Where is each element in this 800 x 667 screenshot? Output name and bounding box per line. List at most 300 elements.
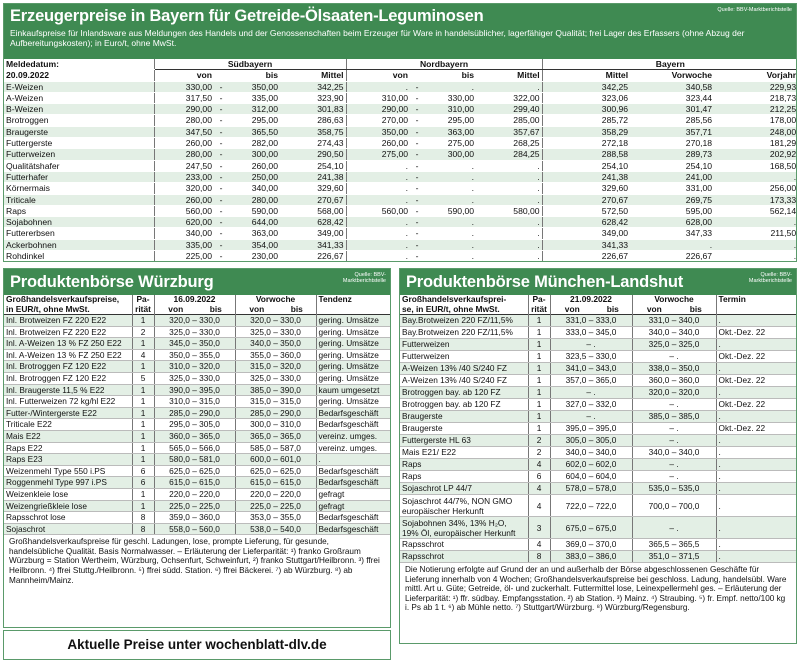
cell: 560,00 [154, 205, 214, 216]
row-label: Inl. Brotroggen FZ 120 E22 [4, 372, 132, 384]
cell: 4 [132, 349, 154, 361]
cell: . [346, 228, 410, 239]
cell: 615,0 – 615,0 [235, 477, 316, 489]
cell: 358,75 [280, 126, 346, 137]
cell: 325,0 – 330,0 [154, 326, 235, 338]
cell: 341,0 – 343,0 [550, 363, 632, 375]
cell: 280,00 [228, 194, 280, 205]
cell: . [716, 411, 796, 423]
cell: 1 [132, 442, 154, 454]
cell: 363,00 [424, 126, 476, 137]
cell: 260,00 [346, 138, 410, 149]
cell: 290,50 [280, 149, 346, 160]
cell: gering. Umsätze [316, 396, 391, 408]
cell: 285,00 [476, 115, 542, 126]
cell: 275,00 [346, 149, 410, 160]
cell: . [346, 251, 410, 262]
row-label: Raps [400, 459, 528, 471]
wuerzburg-title: Produktenbörse Würzburg [10, 273, 214, 291]
cell: 347,50 [154, 126, 214, 137]
cell: . [316, 454, 391, 466]
col-header: Mittel [280, 70, 346, 81]
cell: 218,73 [714, 92, 797, 103]
cell: 212,25 [714, 104, 797, 115]
cell: 241,38 [542, 171, 630, 182]
row-label: Futterweizen [400, 339, 528, 351]
table-row [400, 375, 796, 387]
cell: gering. Umsätze [316, 372, 391, 384]
cell: - [410, 205, 424, 216]
cell: 578,0 – 578,0 [550, 483, 632, 495]
cell: 225,00 [154, 251, 214, 262]
table-row [400, 387, 796, 399]
wz-von: von [154, 305, 197, 315]
cell: 340,0 – 340,0 [632, 327, 716, 339]
cell: 600,0 – 601,0 [235, 454, 316, 466]
cell: 325,0 – 330,0 [235, 326, 316, 338]
cell: 1 [132, 419, 154, 431]
cell: Okt.-Dez. 22 [716, 423, 796, 435]
cell: 325,0 – 330,0 [235, 372, 316, 384]
ml-von: von [632, 305, 676, 315]
cell: – . [632, 471, 716, 483]
row-label: Mais E21/ E22 [400, 447, 528, 459]
cell: vereinz. umges. [316, 430, 391, 442]
cell: . [476, 251, 542, 262]
table-row [4, 126, 797, 137]
cell: . [716, 471, 796, 483]
cell: - [214, 194, 228, 205]
table-row [4, 92, 797, 103]
table-row [4, 430, 391, 442]
cell: 6 [132, 465, 154, 477]
row-label: Raps [4, 205, 154, 216]
table-row [4, 442, 391, 454]
cell: 644,00 [228, 217, 280, 228]
cell: 275,00 [424, 138, 476, 149]
row-label: Futter-/Wintergerste E22 [4, 407, 132, 419]
group-nordbayern: Nordbayern [346, 59, 542, 70]
cell: 225,0 – 225,0 [235, 500, 316, 512]
cell: 322,00 [476, 92, 542, 103]
row-label: Ackerbohnen [4, 239, 154, 250]
cell: 357,67 [476, 126, 542, 137]
row-label: Körnermais [4, 183, 154, 194]
cell: - [214, 183, 228, 194]
row-label: Inl. Brotweizen FZ 220 E22 [4, 315, 132, 327]
cell: 229,93 [714, 81, 797, 92]
table-row [4, 477, 391, 489]
row-label: Inl. A-Weizen 13 % FZ 250 E22 [4, 338, 132, 350]
cell: 6 [528, 471, 550, 483]
cell: – . [632, 423, 716, 435]
cell: 320,00 [154, 183, 214, 194]
cell: . [346, 160, 410, 171]
row-label: Braugerste [400, 411, 528, 423]
table-row [4, 239, 797, 250]
cell: 615,0 – 615,0 [154, 477, 235, 489]
cell: 256,00 [714, 183, 797, 194]
cell: vereinz. umges. [316, 442, 391, 454]
wz-bis: bis [209, 304, 222, 314]
muenchen-header [400, 269, 796, 295]
cell: 248,00 [714, 126, 797, 137]
table-row [4, 372, 391, 384]
cell: 628,42 [542, 217, 630, 228]
cell: 173,33 [714, 194, 797, 205]
cell: 280,00 [154, 115, 214, 126]
cell: 317,50 [154, 92, 214, 103]
cell: 295,0 – 305,0 [154, 419, 235, 431]
cell: 1 [132, 338, 154, 350]
cell: 4 [528, 483, 550, 495]
cell: Bedarfsgeschäft [316, 477, 391, 489]
cell: 301,83 [280, 104, 346, 115]
row-label: Futterweizen [4, 149, 154, 160]
cell: 300,96 [542, 104, 630, 115]
cell: 323,5 – 330,0 [550, 351, 632, 363]
cell: - [410, 171, 424, 182]
wz-head-label-2: in EUR/t, ohne MwSt. [6, 304, 90, 314]
cell: 349,00 [542, 228, 630, 239]
ml-date: 21.09.2022 [550, 295, 632, 305]
cell: 285,0 – 290,0 [154, 407, 235, 419]
cell: 241,00 [630, 171, 714, 182]
row-label: A-Weizen [4, 92, 154, 103]
cell: 4 [528, 459, 550, 471]
ml-parity-1: Pa- [528, 295, 550, 305]
cell: 300,00 [228, 149, 280, 160]
cell: - [410, 160, 424, 171]
muenchen-footnote: Die Notierung erfolgte auf Grund der an und außerhalb der Börse abgeschlossenen Geschäfte für Lieferung innerhalb von 4 Wochen; Großhandelsverkaufspreise bei geschloss. Ladung, handelsübl. Ware mittl. Art u. Güte; Getreide, öl- und zuckerhalt. Futtermittel lose, Leinexpellermehl ges. – Erläuterung der Lieferparität: ¹) ffr. südbay. Empfangsstation. ²) ab Station. ³) Mainz. ⁴) Straubing. ⁵) fr. Empf. netto/100 kg i. Ps ab 1 t. ⁶) ab Mühle netto. ⁷) Stuttgart/Würzburg. ⁸) Würzburg/Regensburg. [405, 565, 787, 613]
cell: 315,0 – 315,0 [235, 396, 316, 408]
cell: . [424, 228, 476, 239]
wuerzburg-footnote: Großhandelsverkaufspreise für geschl. Ladungen, lose, prompte Lieferung, für gesunde, handelsübliche Qualität. Basis Normalwasser. – Erläuterung der Lieferparität: ¹) franko Großraum Würzburg = Station Wertheim, Würzburg, Ochsenfurt, Schweinfurt, ²) franko Stuttgart/Heilbronn. ³) ffrei Heilbronn. ⁴) ffrei Stuttg./Heilbronn. ⁵) ffrei südd. Station. ⁶) ffrei Bäckerei. ⁷) ab Würzburg. ⁸) ab Mannheim/Mainz. [9, 537, 380, 585]
row-label: Inl. Braugerste 11,5 % E22 [4, 384, 132, 396]
table-row [4, 338, 391, 350]
cell: 1 [132, 407, 154, 419]
cell: gering. Umsätze [316, 361, 391, 373]
cell: 254,10 [280, 160, 346, 171]
cell: 595,00 [630, 205, 714, 216]
col-header: Mittel [476, 70, 542, 81]
cell: . [476, 183, 542, 194]
wz-bis: bis [290, 304, 303, 314]
cell: 700,0 – 700,0 [632, 495, 716, 517]
cell: 568,00 [280, 205, 346, 216]
cell: 295,00 [424, 115, 476, 126]
cell: 1 [528, 315, 550, 327]
row-label: Inl. A-Weizen 13 % FZ 250 E22 [4, 349, 132, 361]
cell: 363,00 [228, 228, 280, 239]
cell: 722,0 – 722,0 [550, 495, 632, 517]
cell: 5 [132, 372, 154, 384]
cell: . [714, 171, 797, 182]
row-label: Brotroggen bay. ab 120 FZ [400, 387, 528, 399]
cell: 233,00 [154, 171, 214, 182]
cell: 270,18 [630, 138, 714, 149]
cell: Okt.-Dez. 22 [716, 375, 796, 387]
row-label: Bay.Brotweizen 220 FZ/11,5% [400, 315, 528, 327]
table-row [4, 160, 797, 171]
cell: 340,00 [154, 228, 214, 239]
cell: 1 [528, 375, 550, 387]
row-label: Rapsschrot [400, 551, 528, 563]
cell: 327,0 – 332,0 [550, 399, 632, 411]
cell: 385,0 – 385,0 [632, 411, 716, 423]
wochenblatt-link[interactable]: Aktuelle Preise unter wochenblatt-dlv.de [3, 630, 391, 660]
cell: gefragt [316, 488, 391, 500]
cell: 331,00 [630, 183, 714, 194]
cell: 340,0 – 350,0 [235, 338, 316, 350]
erzeugerpreise-description: Einkaufspreise für Inlandsware aus Meldungen des Handels und der Genossenschaften beim Erzeuger für Ware in handelsüblicher, lagerfähiger Qualität; frei Lager des Erfassers (ohne Abzug der Aufbereitungskosten); in Euro/t, ohne MwSt. [10, 28, 745, 48]
cell: 285,72 [542, 115, 630, 126]
cell: . [716, 517, 796, 539]
cell: 178,00 [714, 115, 797, 126]
table-row [4, 419, 391, 431]
cell: 285,0 – 290,0 [235, 407, 316, 419]
wuerzburg-table [4, 295, 391, 535]
wuerzburg-panel [3, 268, 391, 628]
cell: 580,00 [476, 205, 542, 216]
cell: Okt.-Dez. 22 [716, 351, 796, 363]
row-label: Sojabohnen 34%, 13% H₂O, 19% Öl, europäischer Herkunft [400, 517, 528, 539]
cell: 340,0 – 340,0 [550, 447, 632, 459]
cell: 340,00 [228, 183, 280, 194]
table-row [4, 500, 391, 512]
table-row [4, 454, 391, 466]
cell: 320,0 – 330,0 [154, 315, 235, 327]
cell: 305,0 – 305,0 [550, 435, 632, 447]
cell: 250,00 [228, 171, 280, 182]
table-row [4, 251, 797, 262]
wz-trend: Tendenz [316, 295, 391, 305]
cell: – . [632, 517, 716, 539]
table-row [4, 183, 797, 194]
cell: 300,00 [424, 149, 476, 160]
cell: 385,0 – 390,0 [235, 384, 316, 396]
cell: - [214, 126, 228, 137]
cell: 625,0 – 625,0 [154, 465, 235, 477]
cell: 8 [528, 551, 550, 563]
cell: 295,00 [228, 115, 280, 126]
cell: 590,00 [424, 205, 476, 216]
cell: 270,67 [542, 194, 630, 205]
cell: . [714, 217, 797, 228]
col-header: Mittel [542, 70, 630, 81]
table-row [4, 115, 797, 126]
cell: 290,00 [154, 104, 214, 115]
cell: 330,00 [154, 81, 214, 92]
cell: - [214, 138, 228, 149]
cell: 353,0 – 355,0 [235, 512, 316, 524]
ml-head-label-2: se, in EUR/t, ohne MwSt. [402, 304, 500, 314]
table-row [400, 411, 796, 423]
row-label: Sojaschrot [4, 523, 132, 535]
ml-prev: Vorwoche [632, 295, 716, 305]
cell: 181,29 [714, 138, 797, 149]
cell: . [346, 217, 410, 228]
row-label: Futtererbsen [4, 228, 154, 239]
table-row [400, 339, 796, 351]
cell: 288,58 [542, 149, 630, 160]
cell: 1 [132, 488, 154, 500]
cell: 274,43 [280, 138, 346, 149]
row-label: Brotroggen bay. ab 120 FZ [400, 399, 528, 411]
row-label: Inl. Brotroggen FZ 120 E22 [4, 361, 132, 373]
cell: 357,0 – 365,0 [550, 375, 632, 387]
cell: . [714, 239, 797, 250]
cell: 1 [132, 500, 154, 512]
table-row [4, 361, 391, 373]
cell: 535,0 – 535,0 [632, 483, 716, 495]
cell: 365,0 – 365,0 [235, 430, 316, 442]
table-row [400, 315, 796, 327]
row-label: Braugerste [400, 423, 528, 435]
cell: 351,0 – 371,5 [632, 551, 716, 563]
cell: - [410, 251, 424, 262]
cell: . [716, 363, 796, 375]
cell: 280,00 [154, 149, 214, 160]
cell: 1 [132, 430, 154, 442]
cell: 572,50 [542, 205, 630, 216]
cell: 290,00 [346, 104, 410, 115]
table-row [400, 471, 796, 483]
cell: . [476, 171, 542, 182]
ml-bis: bis [689, 304, 702, 314]
cell: 168,50 [714, 160, 797, 171]
cell: 602,0 – 602,0 [550, 459, 632, 471]
cell: 323,06 [542, 92, 630, 103]
row-label: Weizenmehl Type 550 i.PS [4, 465, 132, 477]
cell: 286,63 [280, 115, 346, 126]
cell: 1 [132, 315, 154, 327]
cell: 323,44 [630, 92, 714, 103]
cell: - [410, 81, 424, 92]
cell: Bedarfsgeschäft [316, 523, 391, 535]
date-value: 20.09.2022 [4, 70, 154, 81]
cell: 350,00 [228, 81, 280, 92]
cell: 310,00 [424, 104, 476, 115]
cell: 301,47 [630, 104, 714, 115]
cell: gering. Umsätze [316, 315, 391, 327]
cell: 350,00 [346, 126, 410, 137]
cell: . [476, 228, 542, 239]
cell: 270,67 [280, 194, 346, 205]
cell: 8 [132, 512, 154, 524]
cell: 383,0 – 386,0 [550, 551, 632, 563]
cell: . [424, 81, 476, 92]
row-label: Sojabohnen [4, 217, 154, 228]
cell: - [214, 239, 228, 250]
cell: 315,0 – 320,0 [235, 361, 316, 373]
cell: 300,0 – 310,0 [235, 419, 316, 431]
cell: 329,60 [280, 183, 346, 194]
wz-date: 16.09.2022 [154, 295, 235, 305]
cell: gering. Umsätze [316, 338, 391, 350]
cell: 3 [528, 517, 550, 539]
wz-von: von [235, 305, 278, 315]
cell: 284,25 [476, 149, 542, 160]
row-label: Triticale [4, 194, 154, 205]
row-label: Futterweizen [400, 351, 528, 363]
row-label: Braugerste [4, 126, 154, 137]
cell: 340,0 – 340,0 [632, 447, 716, 459]
cell: 254,10 [542, 160, 630, 171]
cell: - [214, 149, 228, 160]
row-label: Brotroggen [4, 115, 154, 126]
col-header: bis [424, 70, 476, 81]
cell: . [476, 217, 542, 228]
cell: . [346, 194, 410, 205]
cell: 282,00 [228, 138, 280, 149]
cell: - [410, 104, 424, 115]
table-row [4, 194, 797, 205]
muenchen-table [400, 295, 796, 563]
ml-von: von [550, 305, 594, 315]
table-row [4, 349, 391, 361]
cell: 220,0 – 220,0 [235, 488, 316, 500]
cell: 230,00 [228, 251, 280, 262]
cell: 325,0 – 330,0 [154, 372, 235, 384]
cell: 1 [528, 423, 550, 435]
cell: . [424, 183, 476, 194]
cell: 620,00 [154, 217, 214, 228]
cell: 565,0 – 566,0 [154, 442, 235, 454]
cell: - [410, 149, 424, 160]
cell: 268,25 [476, 138, 542, 149]
cell: . [716, 435, 796, 447]
table-row [400, 351, 796, 363]
cell: 338,0 – 350,0 [632, 363, 716, 375]
cell: - [214, 217, 228, 228]
table-row [400, 483, 796, 495]
row-label: A-Weizen 13% /40 S/240 FZ [400, 375, 528, 387]
cell: - [410, 115, 424, 126]
cell: . [346, 171, 410, 182]
cell: - [410, 217, 424, 228]
cell: - [410, 194, 424, 205]
erzeugerpreise-source: Quelle: BBV-Marktberichtstelle [717, 7, 792, 13]
cell: 226,67 [542, 251, 630, 262]
cell: - [214, 104, 228, 115]
erzeugerpreise-panel [3, 3, 797, 262]
cell: 355,0 – 360,0 [235, 349, 316, 361]
table-row [4, 104, 797, 115]
cell: 285,56 [630, 115, 714, 126]
cell: 342,25 [280, 81, 346, 92]
wz-parity-1: Pa- [132, 295, 154, 305]
cell: 4 [528, 495, 550, 517]
group-bayern: Bayern [542, 59, 797, 70]
cell: - [410, 92, 424, 103]
wuerzburg-source: Quelle: BBV-Marktberichtstelle [342, 272, 386, 284]
cell: Bedarfsgeschäft [316, 419, 391, 431]
cell: – . [550, 387, 632, 399]
row-label: Raps E22 [4, 442, 132, 454]
cell: . [424, 239, 476, 250]
cell: 330,00 [424, 92, 476, 103]
cell: 390,0 – 395,0 [154, 384, 235, 396]
table-row [400, 495, 796, 517]
cell: 272,18 [542, 138, 630, 149]
row-label: Weizengrießkleie lose [4, 500, 132, 512]
group-suedbayern: Südbayern [154, 59, 346, 70]
col-header: Vorjahr [714, 70, 797, 81]
cell: 8 [132, 523, 154, 535]
cell: 325,0 – 325,0 [632, 339, 716, 351]
cell: . [476, 239, 542, 250]
